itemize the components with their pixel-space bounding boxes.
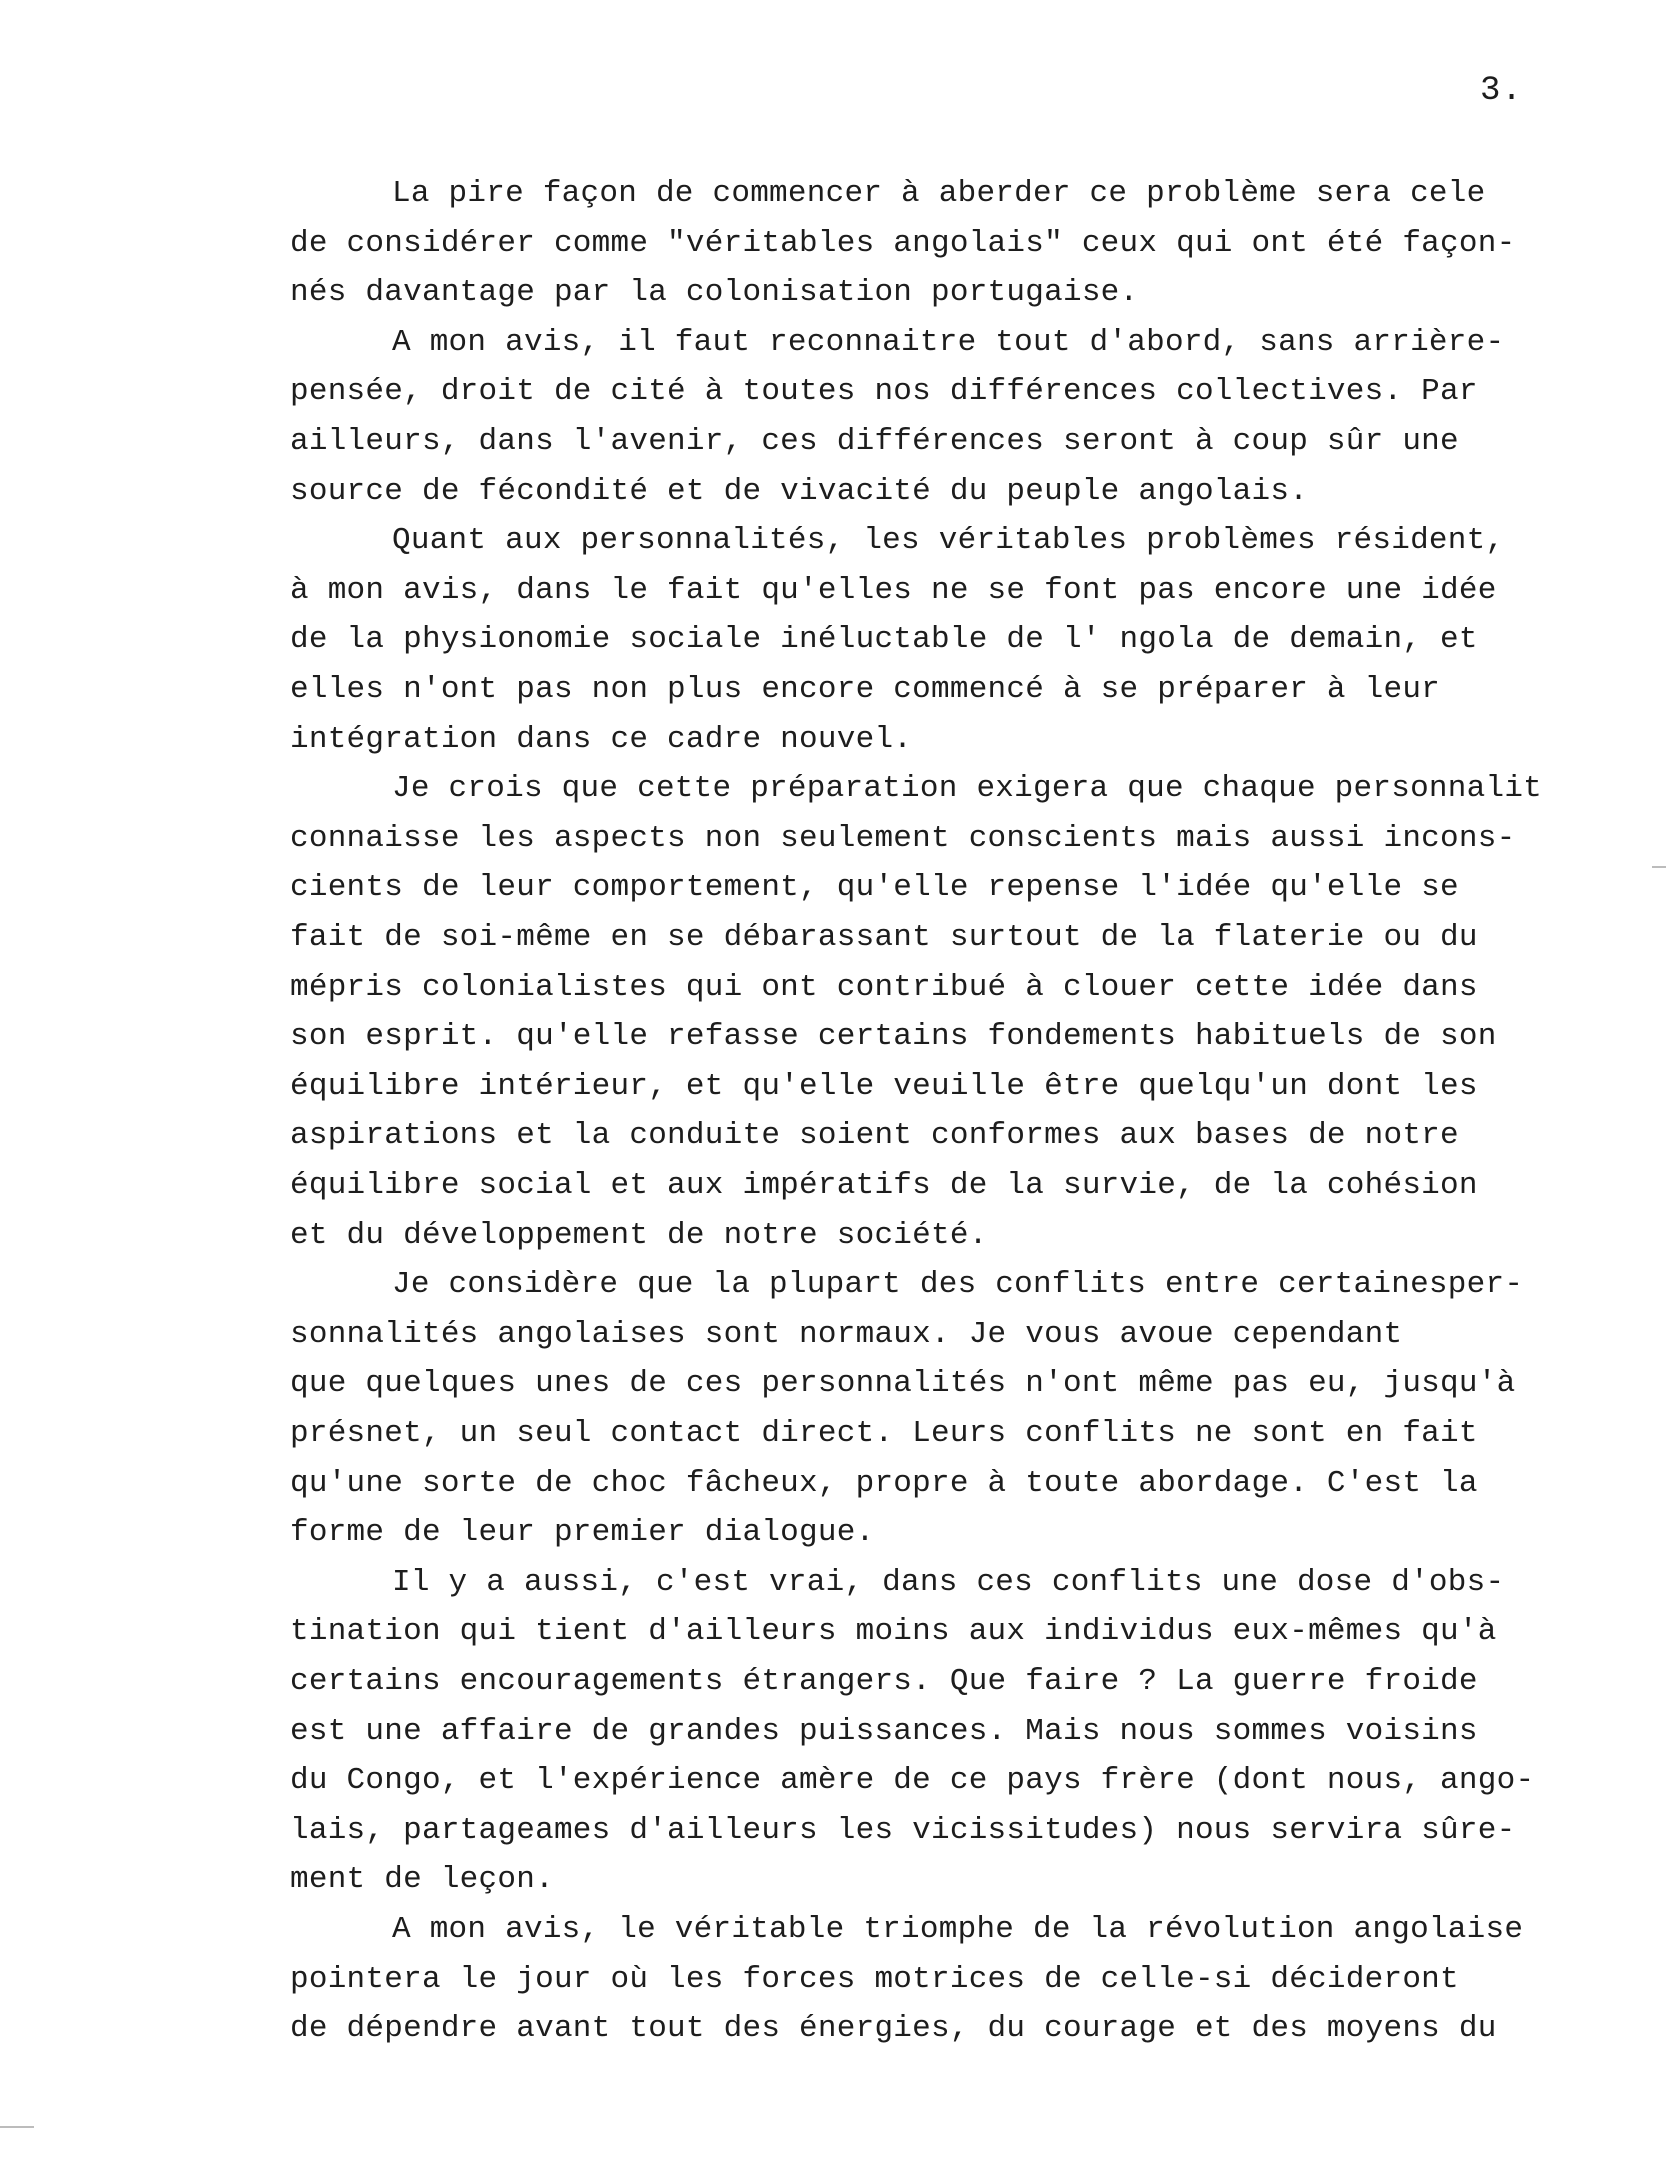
text-line: présnet, un seul contact direct. Leurs conflits ne sont en fait	[290, 1416, 1478, 1451]
scan-artifact-edge	[1652, 866, 1666, 868]
text-line: ailleurs, dans l'avenir, ces différences seront à coup sûr une	[290, 424, 1459, 459]
text-line: pointera le jour où les forces motrices de celle-si décideront	[290, 1962, 1459, 1997]
text-line: certains encouragements étrangers. Que faire ? La guerre froide	[290, 1664, 1478, 1699]
text-line: de dépendre avant tout des énergies, du courage et des moyens du	[290, 2011, 1497, 2046]
scan-artifact-left	[0, 2126, 34, 2128]
text-line: équilibre social et aux impératifs de la survie, de la cohésion	[290, 1168, 1478, 1203]
text-line: Quant aux personnalités, les véritables problèmes résident,	[392, 523, 1505, 558]
text-line: nés davantage par la colonisation portugaise.	[290, 275, 1139, 310]
text-line: source de fécondité et de vivacité du peuple angolais.	[290, 474, 1309, 509]
text-line: A mon avis, le véritable triomphe de la révolution angolaise	[392, 1912, 1524, 1947]
text-line: à mon avis, dans le fait qu'elles ne se font pas encore une idée	[290, 573, 1497, 608]
text-line: elles n'ont pas non plus encore commencé à se préparer à leur	[290, 672, 1441, 707]
text-line: de la physionomie sociale inéluctable de l' ngola de demain, et	[290, 622, 1478, 657]
text-line: est une affaire de grandes puissances. Mais nous sommes voisins	[290, 1714, 1478, 1749]
text-line: fait de soi-même en se débarassant surtout de la flaterie ou du	[290, 920, 1478, 955]
text-line: sonnalités angolaises sont normaux. Je vous avoue cependant	[290, 1317, 1403, 1352]
text-line: forme de leur premier dialogue.	[290, 1515, 875, 1550]
text-line: Je considère que la plupart des conflits entre certainesper-	[392, 1267, 1524, 1302]
text-line: lais, partageames d'ailleurs les vicissitudes) nous servira sûre-	[290, 1813, 1516, 1848]
text-line: qu'une sorte de choc fâcheux, propre à toute abordage. C'est la	[290, 1466, 1478, 1501]
text-line: de considérer comme "véritables angolais" ceux qui ont été façon-	[290, 226, 1516, 261]
text-line: aspirations et la conduite soient conformes aux bases de notre	[290, 1118, 1459, 1153]
text-line: A mon avis, il faut reconnaitre tout d'abord, sans arrière-	[392, 325, 1505, 360]
text-line: tination qui tient d'ailleurs moins aux individus eux-mêmes qu'à	[290, 1614, 1497, 1649]
text-line: Je crois que cette préparation exigera que chaque personnalit	[392, 771, 1543, 806]
text-line: que quelques unes de ces personnalités n'ont même pas eu, jusqu'à	[290, 1366, 1516, 1401]
text-line: ment de leçon.	[290, 1862, 554, 1897]
text-line: son esprit. qu'elle refasse certains fondements habituels de son	[290, 1019, 1497, 1054]
page-number: 3.	[1480, 72, 1523, 110]
text-line: pensée, droit de cité à toutes nos différences collectives. Par	[290, 374, 1478, 409]
text-line: connaisse les aspects non seulement conscients mais aussi incons-	[290, 821, 1516, 856]
text-line: équilibre intérieur, et qu'elle veuille être quelqu'un dont les	[290, 1069, 1478, 1104]
text-line: du Congo, et l'expérience amère de ce pays frère (dont nous, ango-	[290, 1763, 1535, 1798]
text-line: Il y a aussi, c'est vrai, dans ces conflits une dose d'obs-	[392, 1565, 1505, 1600]
text-line: et du développement de notre société.	[290, 1218, 988, 1253]
text-line: La pire façon de commencer à aberder ce problème sera cele	[392, 176, 1486, 211]
text-line: cients de leur comportement, qu'elle repense l'idée qu'elle se	[290, 870, 1459, 905]
text-line: mépris colonialistes qui ont contribué à clouer cette idée dans	[290, 970, 1478, 1005]
text-line: intégration dans ce cadre nouvel.	[290, 722, 913, 757]
